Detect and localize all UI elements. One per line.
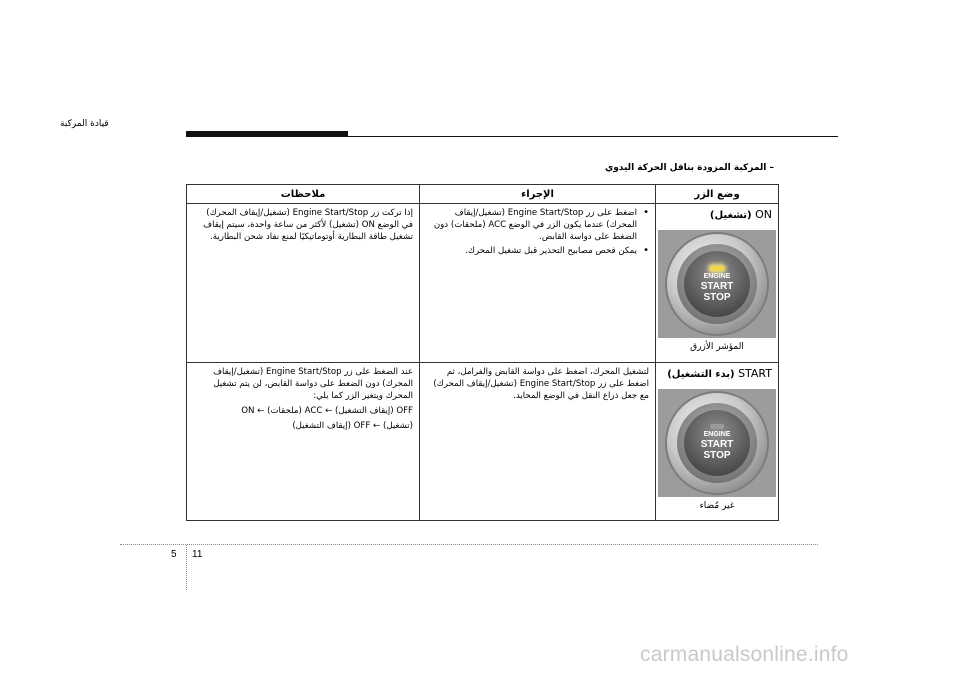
button-text-engine: ENGINE [703,431,731,438]
header-rule [186,136,838,137]
mode-name: ON [755,208,772,221]
watermark: carmanualsonline.info [640,643,849,666]
mode-name: START [738,366,772,380]
button-ring [677,403,757,483]
mode-label [656,363,778,389]
chapter-title: قيادة المركبة [60,119,109,129]
mode-cell-start [656,362,779,521]
page-section: 5 [171,549,177,560]
page-number: 11 [192,549,203,560]
start-stop-button-icon [667,393,767,493]
action-cell-on [420,204,656,363]
button-text-stop: STOP [703,291,731,303]
header-mode: وضع الزر [656,185,779,204]
footer-rule [120,544,818,545]
start-stop-button-icon [667,234,767,334]
action-list [420,204,655,257]
action-cell-start [420,362,656,521]
button-text-engine: ENGINE [703,272,731,280]
indicator-caption: المؤشر الأزرق [690,342,744,352]
button-photo [658,389,776,497]
notes-sequence: (تشغيل) ← OFF (إيقاف التشغيل) [292,420,413,431]
button-text-start: START [700,439,734,450]
notes-cell-on [187,204,420,363]
action-text: لتشغيل المحرك، اضغط على دواسة القابض والفرامل، ثم اضغط على زر Engine Start/Stop (تشغيل/إيقاف المحرك) مع جعل ذراع النقل في الوضع المحايد. [433,366,649,401]
notes-cell-start [187,362,420,521]
table-header-row [187,185,779,204]
mode-name-arabic: (تشغيل) [709,210,752,221]
section-title: – المركبة المزودة بناقل الحركة اليدوي [604,163,774,173]
button-photo [658,230,776,338]
button-text-start: START [700,280,734,292]
notes-sequence: OFF (إيقاف التشغيل) ← ACC (ملحقات) ← ON [241,405,413,416]
table-row [187,362,779,521]
header-notes: ملاحظات [187,185,420,204]
indicator-caption: غير مُضاء [699,500,735,511]
button-face [684,251,750,317]
mode-cell-on [656,204,779,363]
button-modes-table [186,184,779,521]
notes-text: إذا تركت زر Engine Start/Stop (تشغيل/إيقاف المحرك) في الوضع ON (تشغيل) لأكثر من ساعة واحدة، سيتم إيقاف تشغيل طاقة البطارية أوتوماتيكيًا لمنع نفاد شحن البطارية. [203,208,413,242]
mode-name-arabic: (بدء التشغيل) [667,368,735,380]
indicator-light-icon [710,266,724,271]
notes-text: عند الضغط على زر Engine Start/Stop (تشغيل/إيقاف المحرك) دون الضغط على دواسة القابض، لن يتم تشغيل المحرك ويتغير الزر كما يلي: [213,366,413,401]
header-action: الإجراء [420,185,656,204]
button-ring [677,244,757,324]
mode-label [656,204,778,230]
button-text-stop: STOP [703,450,731,461]
footer-divider [186,545,187,590]
list-item: • يمكن فحص مصابيح التحذير قبل تشغيل المحرك. [426,245,649,257]
table-row [187,204,779,363]
indicator-light-icon [710,424,724,429]
button-face [684,410,750,476]
list-item: • اضغط على زر Engine Start/Stop (تشغيل/إيقاف المحرك) عندما يكون الزر في الوضع ACC (ملحقات) دون الضغط على دواسة القابض. [426,207,649,243]
